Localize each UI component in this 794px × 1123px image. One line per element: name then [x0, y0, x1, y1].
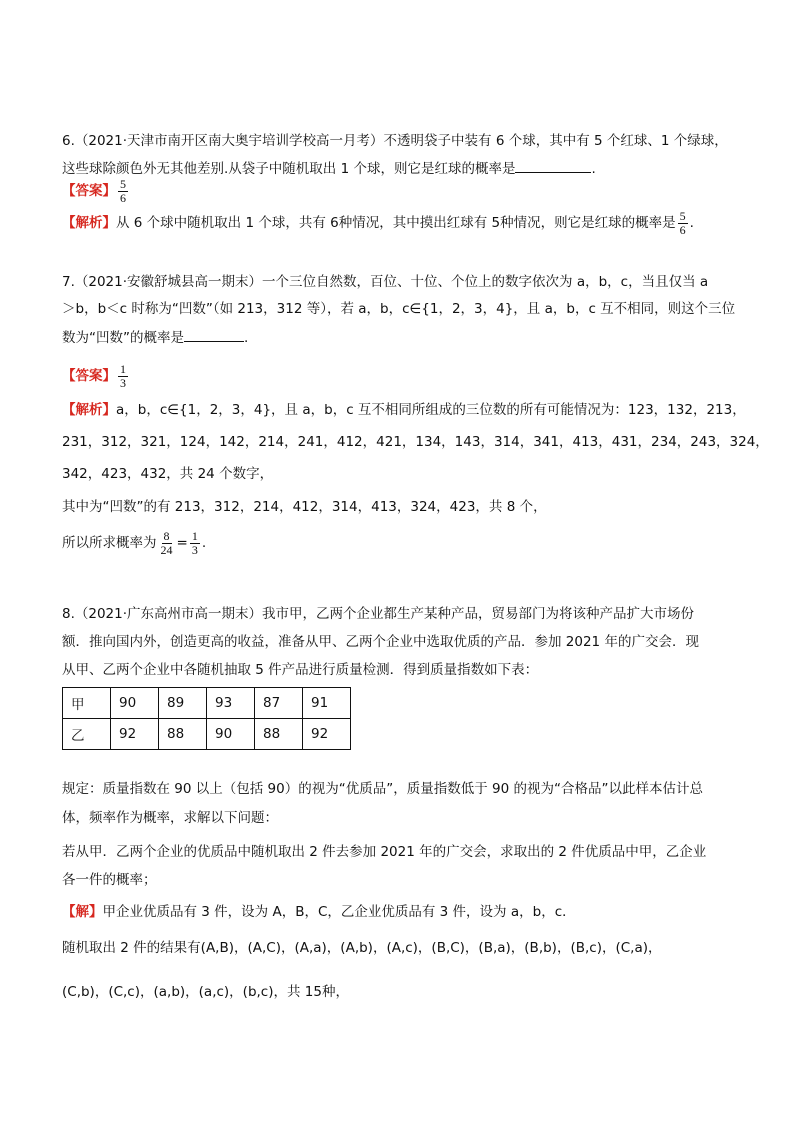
q7-stem-line-1: 7.（2021·安徽舒城县高一期末）一个三位自然数，百位、十位、个位上的数字依次为 a，b，c，当且仅当 a — [62, 274, 709, 290]
q6-stem-line-1: 6.（2021·天津市南开区南大奥宇培训学校高一月考）不透明袋子中装有 6 个球，其中有 5 个红球、1 个绿球， — [62, 133, 728, 149]
q6-answer-fraction — [118, 178, 128, 205]
table-cell: 90 — [207, 719, 255, 750]
q6-analysis-text: 从 6 个球中随机取出 1 个球，共有 6种情况，其中摸出红球有 5种情况，则它是红球的概率是 — [116, 215, 676, 231]
table-row — [63, 719, 351, 750]
q8-stem-line-2: 额．推向国内外，创造更高的收益，准备从甲、乙两个企业中选取优质的产品．参加 2021 年的广交会．现 — [62, 634, 699, 650]
q8-stem-line-3: 从甲、乙两个企业中各随机抽取 5 件产品进行质量检测．得到质量指数如下表： — [62, 662, 539, 678]
q6-analysis-fraction — [678, 210, 688, 237]
table-cell: 91 — [303, 688, 351, 719]
analysis-tag: 【解析】 — [62, 402, 116, 418]
q7-fraction-8-24 — [159, 530, 175, 557]
table-cell: 89 — [159, 688, 207, 719]
table-cell: 87 — [255, 688, 303, 719]
q8-solution-line-3: (C,b)，(C,c)，(a,b)，(a,c)，(b,c)，共 15种， — [62, 984, 349, 1000]
q8-solution-text: 甲企业优质品有 3 件，设为 A，B，C，乙企业优质品有 3 件，设为 a，b，c． — [102, 904, 576, 920]
answer-blank — [515, 158, 591, 173]
q7-stem-text: 数为“凹数”的概率是 — [62, 330, 184, 346]
fraction-numerator: 8 — [163, 528, 170, 543]
equals-sign: = — [176, 535, 188, 551]
fraction-denominator: 6 — [120, 190, 126, 205]
fraction-numerator: 1 — [191, 528, 198, 543]
q7-fraction-1-3 — [190, 530, 200, 557]
q7-analysis-line-5 — [62, 527, 754, 559]
q7-analysis-line-3: 342，423，432，共 24 个数字， — [62, 466, 274, 482]
fraction-denominator: 3 — [191, 542, 198, 557]
q7-stem-line-3 — [62, 327, 754, 348]
table-cell: 88 — [159, 719, 207, 750]
q7-answer-fraction — [118, 363, 128, 390]
q8-ask-line-1: 若从甲．乙两个企业的优质品中随机取出 2 件去参加 2021 年的广交会，求取出的 2 件优质品中甲，乙企业 — [62, 844, 707, 860]
q7-analysis-line-1 — [62, 400, 754, 420]
q7-analysis-line-2: 231，312，321，124，142，214，241，412，421，134，143，314，341，413，431，234，243，324， — [62, 434, 769, 450]
q7-analysis-line-4: 其中为“凹数”的有 213，312，214，412，314，413，324，423，共 8 个， — [62, 499, 547, 515]
row-label-cell: 乙 — [63, 719, 111, 750]
table-cell: 92 — [303, 719, 351, 750]
fraction-denominator: 6 — [679, 222, 686, 237]
q6-answer — [62, 176, 754, 206]
table-cell: 90 — [111, 688, 159, 719]
q7-conclusion-period: . — [201, 535, 207, 551]
q8-solution-line-2: 随机取出 2 件的结果有(A,B)，(A,C)，(A,a)，(A,b)，(A,c)，(B,C)，(B,a)，(B,b)，(B,c)，(C,a)， — [62, 940, 662, 956]
table-cell: 88 — [255, 719, 303, 750]
q8-rule-line-2: 体，频率作为概率，求解以下问题： — [62, 810, 278, 826]
q8-ask-line-2: 各一件的概率； — [62, 872, 157, 888]
q7-analysis-text: a，b，c∈{1，2，3，4}，且 a，b，c 互不相同所组成的三位数的所有可能情况为：123，132，213， — [116, 402, 746, 418]
fraction-denominator: 3 — [120, 375, 126, 390]
q7-answer — [62, 361, 754, 391]
row-label-cell: 甲 — [63, 688, 111, 719]
quality-index-table — [62, 687, 351, 750]
table-cell: 93 — [207, 688, 255, 719]
answer-tag: 【答案】 — [62, 368, 116, 384]
q6-stem-text: 这些球除颜色外无其他差别.从袋子中随机取出 1 个球，则它是红球的概率是 — [62, 161, 516, 177]
table-cell: 92 — [111, 719, 159, 750]
analysis-tag: 【解析】 — [62, 215, 116, 231]
fraction-numerator: 5 — [679, 208, 686, 223]
q7-period: . — [244, 330, 249, 346]
fraction-numerator: 1 — [120, 361, 126, 376]
table-row — [63, 688, 351, 719]
q6-analysis-period: . — [689, 215, 694, 231]
answer-blank — [184, 327, 244, 342]
q7-conclusion-text: 所以所求概率为 — [62, 535, 157, 551]
q6-analysis — [62, 208, 754, 238]
q7-stem-line-2: ＞b，b＜c 时称为“凹数”（如 213，312 等），若 a，b，c∈{1，2，3，4}，且 a，b，c 互不相同，则这个三位 — [62, 301, 736, 317]
fraction-numerator: 5 — [120, 176, 126, 191]
q8-rule-line-1: 规定：质量指数在 90 以上（包括 90）的视为“优质品”，质量指数低于 90 的视为“合格品”以此样本估计总 — [62, 781, 703, 797]
q8-stem-line-1: 8.（2021·广东高州市高一期末）我市甲，乙两个企业都生产某种产品，贸易部门为将该种产品扩大市场份 — [62, 606, 695, 622]
fraction-denominator: 24 — [160, 542, 173, 557]
q6-period: . — [591, 161, 596, 177]
q8-solution-line-1 — [62, 902, 754, 922]
solution-tag: 【解】 — [62, 904, 103, 920]
answer-tag: 【答案】 — [62, 183, 116, 199]
